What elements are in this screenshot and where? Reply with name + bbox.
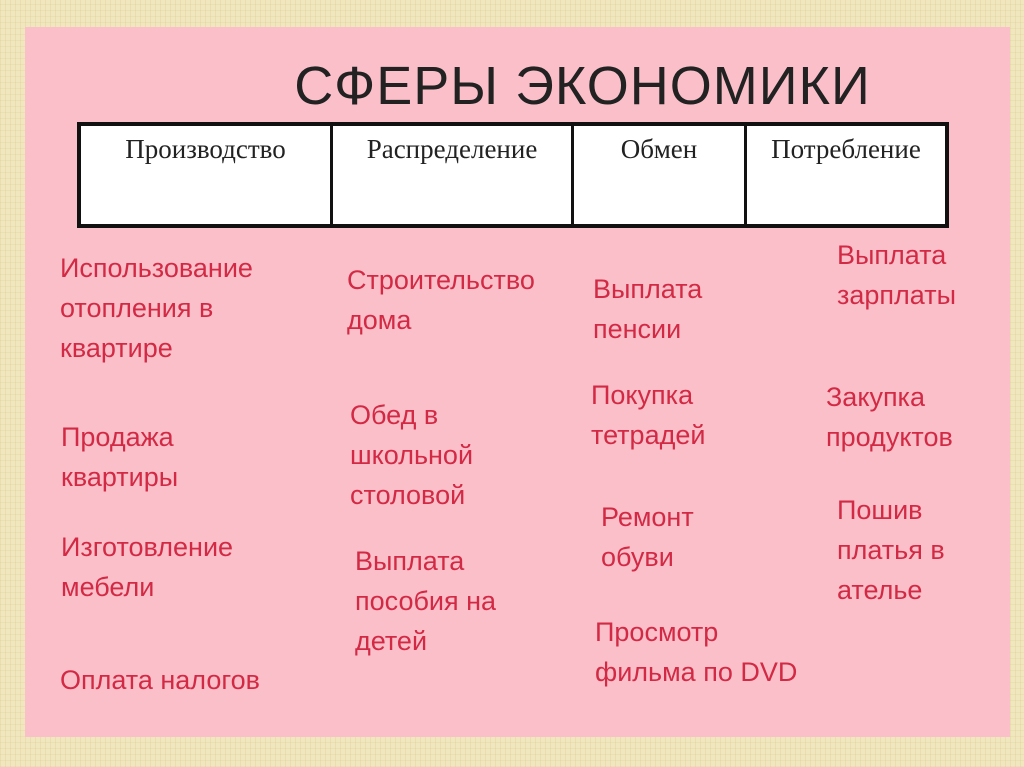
item-tax-payment: Оплата налогов <box>60 665 260 695</box>
item-furniture-making: Изготовление мебели <box>61 532 234 602</box>
header-distribution: Распределение <box>333 126 574 224</box>
item-notebook-purchase: Покупка тетрадей <box>591 380 706 450</box>
item-dvd-watching: Просмотр фильма по DVD <box>595 617 798 687</box>
item-food-procurement: Закупка продуктов <box>826 382 953 452</box>
item-apartment-sale: Продажа квартиры <box>61 422 179 492</box>
header-production: Производство <box>81 126 333 224</box>
slide <box>25 27 1010 737</box>
header-exchange: Обмен <box>574 126 747 224</box>
item-salary-payment: Выплата зарплаты <box>837 240 956 310</box>
economy-spheres-table <box>77 122 949 228</box>
header-consumption: Потребление <box>771 134 921 164</box>
item-heating-use: Использование отопления в квартире <box>60 253 253 363</box>
item-dress-sewing: Пошив платья в ателье <box>837 495 945 605</box>
item-shoe-repair: Ремонт обуви <box>601 502 694 572</box>
item-pension-payment: Выплата пенсии <box>593 274 703 344</box>
item-school-lunch: Обед в школьной столовой <box>350 400 474 510</box>
item-house-building: Строительство дома <box>347 265 535 335</box>
slide-title: СФЕРЫ ЭКОНОМИКИ <box>294 56 871 116</box>
item-child-benefit: Выплата пособия на детей <box>355 546 497 656</box>
